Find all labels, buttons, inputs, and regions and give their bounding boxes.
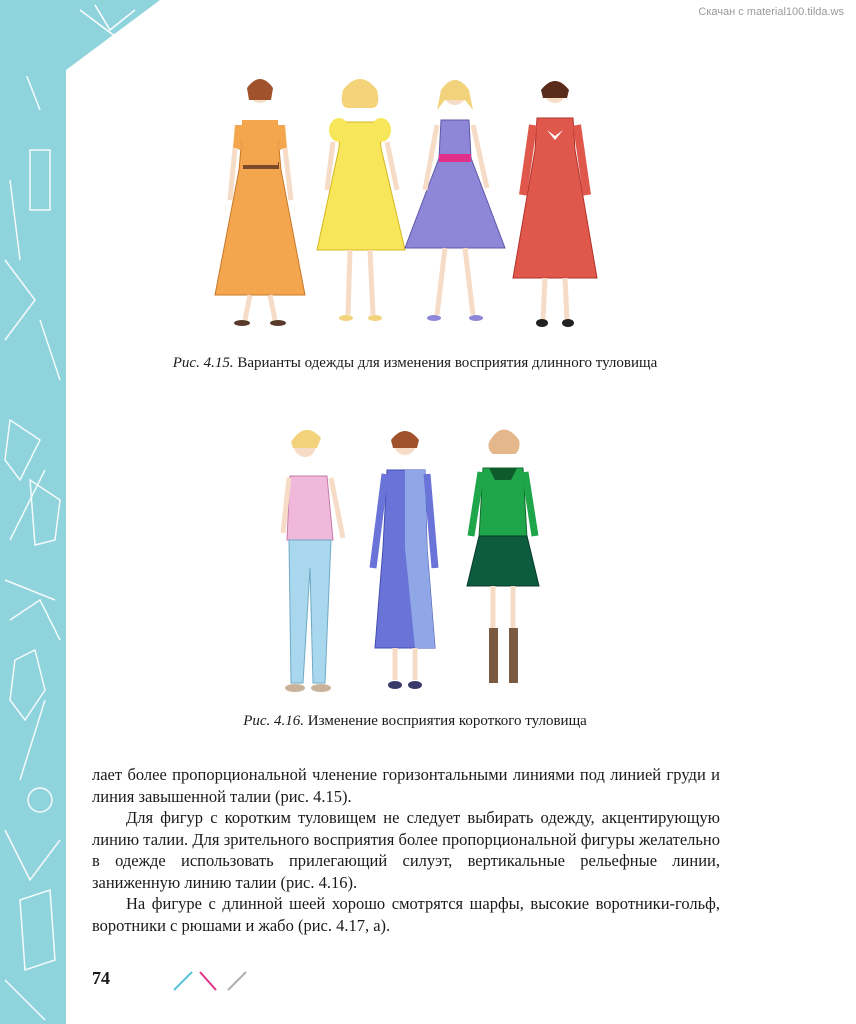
slash-decoration-icon [170,968,260,992]
figure-purple-dress [405,80,505,321]
figure-4-16-caption [150,712,680,731]
download-watermark: Скачан с material100.tilda.ws [698,6,844,18]
figure-green-top-skirt [467,429,539,683]
figure-blue-dress [373,431,435,689]
paragraph: Для фигур с коротким туловищем не следует выбирать одежду, акцентирующую линию талии. Для зрительного восприятия более пропорциональной фигуры желательно в одежде использовать прилегающий силуэт, вертикальные рельефные линии, заниженную линию талии (рис. 4.16). [92,808,720,892]
figure-label: Рис. 4.16. [243,713,305,729]
paragraph: На фигуре с длинной шеей хорошо смотрятся шарфы, высокие воротники-гольф, воротники с рюшами и жабо (рис. 4.17, а). [92,894,720,935]
figure-red-dress [513,81,597,327]
body-text [92,764,720,936]
figure-4-15-illustration [205,70,615,338]
figure-caption-text: Изменение восприятия короткого туловища [307,713,587,729]
figure-4-15-caption [150,354,680,373]
page-number: 74 [92,968,110,988]
figure-pink-top-jeans [283,430,343,692]
paragraph: лает более пропорциональной членение горизонтальными линиями под линией груди и линия завышенной талии (рис. 4.15). [92,765,720,806]
figure-orange-dress [215,79,305,326]
figure-label: Рис. 4.15. [172,355,234,371]
corner-decoration [0,0,160,80]
figure-yellow-dress [317,79,405,321]
figure-caption-text: Варианты одежды для изменения восприятия длинного туловища [237,355,658,371]
figure-4-16-illustration [265,418,555,702]
geometric-pattern-icon [0,0,66,1024]
decorative-sidebar [0,0,66,1024]
